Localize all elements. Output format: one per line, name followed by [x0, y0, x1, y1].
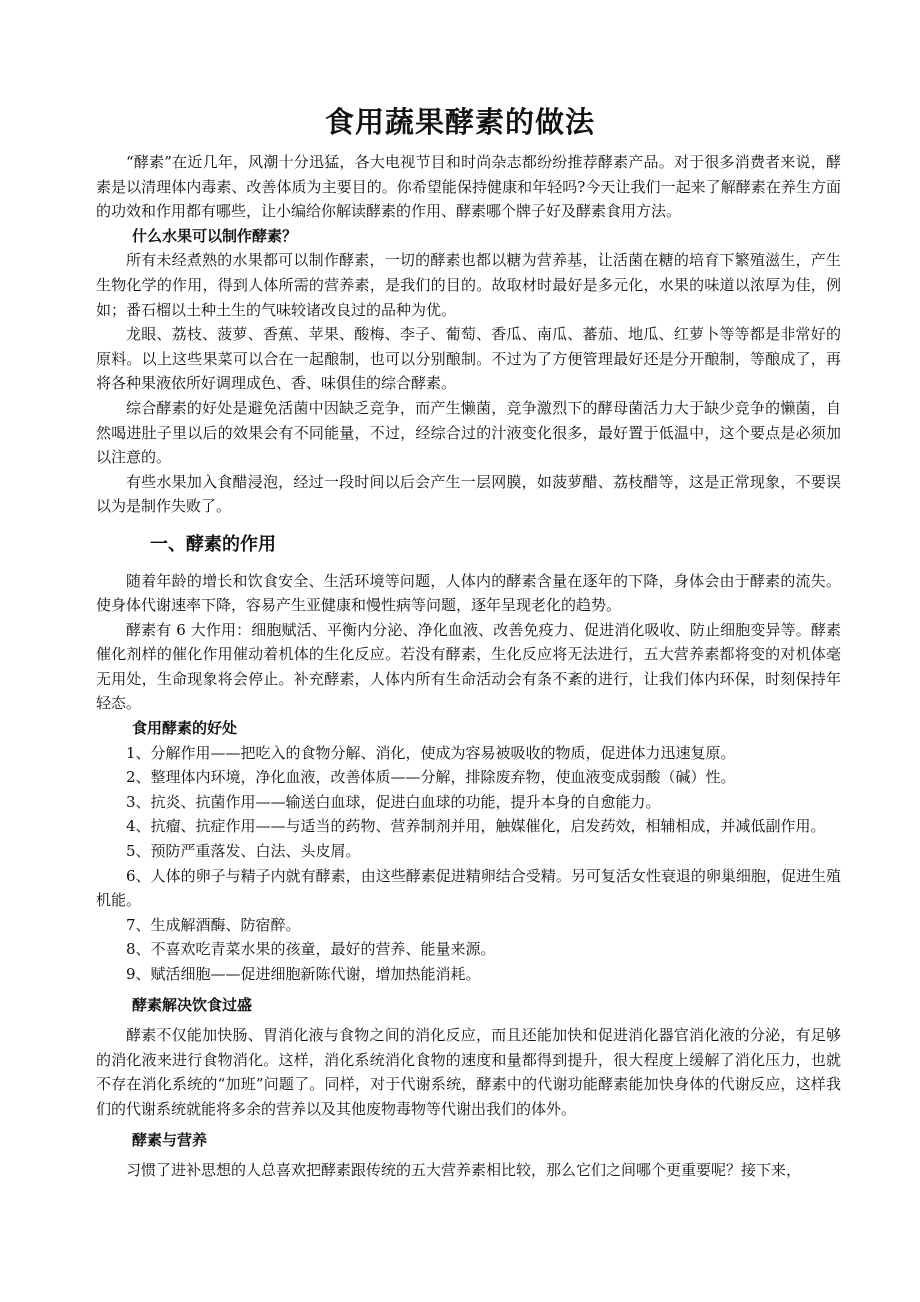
fruit-paragraph-4: 有些水果加入食醋浸泡，经过一段时间以后会产生一层网膜，如菠萝醋、荔枝醋等，这是正常现象，不要误以为是制作失败了。 [96, 472, 841, 516]
benefit-item-5: 5、预防严重落发、白法、头皮屑。 [126, 842, 361, 861]
benefit-item-7: 7、生成解酒酶、防宿醉。 [126, 915, 301, 934]
heading-effects: 一、酵素的作用 [150, 533, 276, 555]
benefit-item-4: 4、抗瘤、抗症作用——与适当的药物、营养制剂并用，触媒催化，启发药效，相辅相成，并减低副作用。 [126, 817, 826, 836]
overeating-paragraph: 酵素不仅能加快肠、胃消化液与食物之间的消化反应，而且还能加快和促进消化器官消化液的分泌，有足够的消化液来进行食物消化。这样，消化系统消化食物的速度和量都得到提升，很大程度上缓解了消化压力，也就不存在消化系统的“加班”问题了。同样，对于代谢系统，酵素中的代谢功能酵素能加快身体的代谢反应，这样我们的代谢系统就能将多余的营养以及其他废物毒物等代谢出我们的体外。 [96, 1026, 841, 1118]
fruit-paragraph-2: 龙眼、荔枝、菠萝、香蕉、苹果、酸梅、李子、葡萄、香瓜、南瓜、蕃茄、地瓜、红萝卜等等都是非常好的原料。以上这些果菜可以合在一起酿制，也可以分别酿制。不过为了方便管理最好还是分开酿制，等酿成了，再将各种果液依所好调理成色、香、味俱佳的综合酵素。 [96, 325, 841, 393]
benefit-item-2: 2、整理体内环境，净化血液，改善体质——分解，排除废弃物，使血液变成弱酸（碱）性。 [126, 768, 736, 787]
heading-benefits: 食用酵素的好处 [132, 719, 238, 738]
document-body [96, 150, 841, 1183]
benefit-item-1: 1、分解作用——把吃入的食物分解、消化，使成为容易被吸收的物质，促进体力迅速复原。 [126, 743, 736, 762]
benefit-item-6: 6、人体的卵子与精子内就有酵素，由这些酵素促进精卵结合受精。另可复活女性衰退的卵巢细胞，促进生殖机能。 [96, 866, 841, 910]
effects-paragraph-2: 酵素有 6 大作用：细胞赋活、平衡内分泌、净化血液、改善免疫力、促进消化吸收、防止细胞变异等。酵素催化剂样的催化作用催动着机体的生化反应。若没有酵素，生化反应将无法进行，五大营养素都将变的对机体毫无用处，生命现象将会停止。补充酵素，人体内所有生命活动会有条不紊的进行，让我们体内环保，时刻保持年轻态。 [96, 620, 841, 713]
document-title: 食用蔬果酵素的做法 [324, 105, 595, 139]
benefit-item-8: 8、不喜欢吃青菜水果的孩童，最好的营养、能量来源。 [126, 940, 496, 959]
nutrition-paragraph: 习惯了进补思想的人总喜欢把酵素跟传统的五大营养素相比较，那么它们之间哪个更重要呢？接下来， [126, 1161, 802, 1180]
heading-fruit: 什么水果可以制作酵素？ [132, 226, 298, 245]
benefit-item-9: 9、赋活细胞——促进细胞新陈代谢，增加热能消耗。 [126, 965, 481, 983]
benefit-item-3: 3、抗炎、抗菌作用——输送白血球，促进白血球的功能，提升本身的自愈能力。 [126, 792, 661, 811]
fruit-paragraph-3: 综合酵素的好处是避免活菌中因缺乏竞争，而产生懒菌，竞争激烈下的酵母菌活力大于缺少竞争的懒菌，自然喝进肚子里以后的效果会有不同能量，不过，经综合过的汁液变化很多，最好置于低温中，这个要点是必须加以注意的。 [96, 398, 841, 467]
fruit-paragraph-1: 所有未经煮熟的水果都可以制作酵素，一切的酵素也都以糖为营养基，让活菌在糖的培育下繁殖滋生，产生生物化学的作用，得到人体所需的营养素，是我们的目的。故取材时最好是多元化，水果的味道以浓厚为佳，例如；番石榴以土种土生的气味较诸改良过的品种为优。 [96, 251, 841, 319]
effects-paragraph-1: 随着年龄的增长和饮食安全、生活环境等问题，人体内的酵素含量在逐年的下降，身体会由于酵素的流失。使身体代谢速率下降，容易产生亚健康和慢性病等问题，逐年呈现老化的趋势。 [96, 571, 841, 615]
heading-nutrition: 酵素与营养 [132, 1130, 208, 1149]
intro-paragraph: “酵素”在近几年，风潮十分迅猛，各大电视节目和时尚杂志都纷纷推荐酵素产品。对于很多消费者来说，酵素是以清理体内毒素、改善体质为主要目的。你希望能保持健康和年轻吗?今天让我们一起来了解酵素在养生方面的功效和作用都有哪些，让小编给你解读酵素的作用、酵素哪个牌子好及酵素食用方法。 [96, 153, 841, 221]
heading-overeating: 酵素解决饮食过盛 [132, 995, 253, 1014]
